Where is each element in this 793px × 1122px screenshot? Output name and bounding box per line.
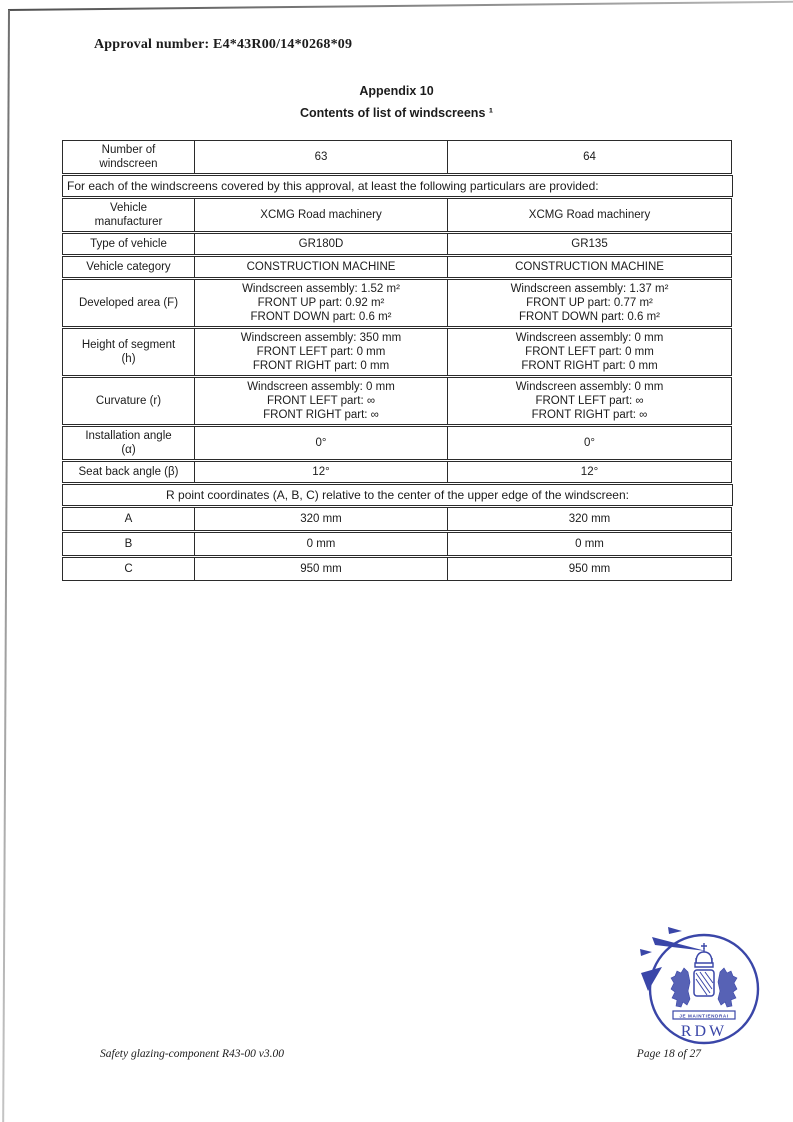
value-cell xyxy=(447,256,732,278)
value-cell xyxy=(194,507,448,531)
value-cell xyxy=(194,198,448,232)
row-label-cell xyxy=(62,233,195,255)
table-note-cell: R point coordinates (A, B, C) relative to the center of the upper edge of the windscreen: xyxy=(62,484,733,506)
crown-icon xyxy=(695,943,713,967)
cell-line: 320 mm xyxy=(300,513,342,525)
cell-line: 950 mm xyxy=(300,563,342,575)
value-cell xyxy=(194,233,448,255)
footer-document-id: Safety glazing-component R43-00 v3.00 xyxy=(100,1048,284,1060)
cell-line: Vehicle category xyxy=(86,261,171,273)
cell-line: (h) xyxy=(121,353,136,365)
cell-line: 320 mm xyxy=(568,513,611,525)
value-cell xyxy=(194,256,448,278)
table-row xyxy=(62,377,733,425)
value-cell xyxy=(194,461,448,483)
cell-line: Height of segment xyxy=(81,339,176,351)
table-row xyxy=(62,279,733,327)
cell-line: 0° xyxy=(315,437,327,449)
lion-left-icon xyxy=(671,968,690,1007)
table-note-cell: For each of the windscreens covered by this approval, at least the following particulars are provided: xyxy=(62,175,733,197)
cell-line: Number of xyxy=(101,144,156,156)
motto-text: JE MAINTIENDRAI xyxy=(679,1013,729,1019)
row-label-cell xyxy=(62,532,195,556)
cell-line: GR180D xyxy=(298,238,344,250)
cell-line: 63 xyxy=(314,151,328,163)
cell-line: Windscreen assembly: 1.52 m² xyxy=(242,283,400,295)
table-row xyxy=(62,507,733,531)
rdw-text: RDW xyxy=(680,1023,728,1040)
cell-line: Windscreen assembly: 1.37 m² xyxy=(510,283,669,295)
row-label-cell xyxy=(62,426,195,460)
table-row xyxy=(62,256,733,278)
table-row xyxy=(62,140,733,174)
value-cell xyxy=(194,532,448,556)
value-cell xyxy=(447,328,732,376)
cell-line: manufacturer xyxy=(94,216,163,228)
scan-edge-left xyxy=(2,10,10,1122)
row-label-cell xyxy=(62,198,195,232)
contents-heading: Contents of list of windscreens ¹ xyxy=(299,106,494,120)
motto-banner xyxy=(673,1011,735,1019)
value-cell xyxy=(194,328,448,376)
cell-line: 950 mm xyxy=(568,563,611,575)
cell-line: XCMG Road machinery xyxy=(260,209,382,221)
value-cell xyxy=(447,461,732,483)
row-label-cell xyxy=(62,377,195,425)
rdw-stamp xyxy=(638,923,768,1053)
cell-line: Windscreen assembly: 0 mm xyxy=(515,332,664,344)
cell-line: 0 mm xyxy=(575,538,604,550)
windscreen-table xyxy=(62,140,733,581)
table-row xyxy=(62,426,733,460)
cell-line: Windscreen assembly: 0 mm xyxy=(247,381,395,393)
cell-line: FRONT RIGHT part: 0 mm xyxy=(521,360,658,372)
approval-number: Approval number: E4*43R00/14*0268*09 xyxy=(94,37,353,52)
cell-line: Developed area (F) xyxy=(78,297,179,309)
table-row xyxy=(62,175,733,197)
table-row xyxy=(62,198,733,232)
cell-line: 12° xyxy=(580,466,599,478)
cell-line: 12° xyxy=(312,466,330,478)
value-cell xyxy=(447,233,732,255)
cell-line: FRONT UP part: 0.77 m² xyxy=(526,297,653,309)
value-cell xyxy=(447,377,732,425)
cell-line: FRONT LEFT part: ∞ xyxy=(535,395,644,407)
scan-edge-top xyxy=(8,1,793,11)
cell-line: Type of vehicle xyxy=(90,238,167,250)
value-cell xyxy=(447,140,732,174)
footer-page-number: Page 18 of 27 xyxy=(636,1048,701,1060)
row-label-cell xyxy=(62,279,195,327)
row-label-cell xyxy=(62,507,195,531)
cell-line: FRONT RIGHT part: ∞ xyxy=(263,409,379,421)
cell-line: Windscreen assembly: 0 mm xyxy=(515,381,664,393)
cell-line: FRONT RIGHT part: ∞ xyxy=(531,409,648,421)
cell-line: XCMG Road machinery xyxy=(528,209,651,221)
cell-line: Seat back angle (β) xyxy=(78,466,179,478)
cell-line: 0° xyxy=(584,437,595,449)
value-cell xyxy=(194,279,448,327)
appendix-heading: Appendix 10 xyxy=(359,84,434,98)
cell-line: FRONT DOWN part: 0.6 m² xyxy=(250,311,392,323)
cell-line: Vehicle xyxy=(109,202,148,214)
row-label-cell xyxy=(62,461,195,483)
cell-line: Curvature (r) xyxy=(95,395,162,407)
cell-line: Installation angle xyxy=(85,430,172,442)
cell-line: FRONT DOWN part: 0.6 m² xyxy=(519,311,660,323)
value-cell xyxy=(447,279,732,327)
cell-line: GR135 xyxy=(571,238,608,250)
cell-line: windscreen xyxy=(99,158,158,170)
cell-line: FRONT LEFT part: 0 mm xyxy=(525,346,654,358)
value-cell xyxy=(194,377,448,425)
value-cell xyxy=(194,140,448,174)
value-cell xyxy=(447,557,732,581)
table-row xyxy=(62,233,733,255)
cell-line: Windscreen assembly: 350 mm xyxy=(240,332,402,344)
value-cell xyxy=(447,198,732,232)
cell-line: 0 mm xyxy=(306,538,336,550)
cell-line: FRONT LEFT part: ∞ xyxy=(266,395,376,407)
cell-line: 64 xyxy=(583,151,596,163)
table-row xyxy=(62,557,733,581)
table-row xyxy=(62,532,733,556)
table-row xyxy=(62,461,733,483)
shield-icon xyxy=(694,970,714,996)
table-row xyxy=(62,328,733,376)
cell-line: CONSTRUCTION MACHINE xyxy=(246,261,396,273)
table-row xyxy=(62,484,733,506)
value-cell xyxy=(194,557,448,581)
value-cell xyxy=(194,426,448,460)
cell-line: C xyxy=(124,563,133,575)
value-cell xyxy=(447,507,732,531)
value-cell xyxy=(447,426,732,460)
row-label-cell xyxy=(62,557,195,581)
cell-line: FRONT UP part: 0.92 m² xyxy=(257,297,385,309)
cell-line: (α) xyxy=(121,444,136,456)
row-label-cell xyxy=(62,256,195,278)
cell-line: FRONT RIGHT part: 0 mm xyxy=(252,360,390,372)
lion-right-icon xyxy=(718,968,737,1007)
value-cell xyxy=(447,532,732,556)
row-label-cell xyxy=(62,328,195,376)
cell-line: A xyxy=(124,513,133,525)
cell-line: B xyxy=(124,538,133,550)
cell-line: FRONT LEFT part: 0 mm xyxy=(256,346,386,358)
cell-line: CONSTRUCTION MACHINE xyxy=(515,261,664,273)
row-label-cell xyxy=(62,140,195,174)
